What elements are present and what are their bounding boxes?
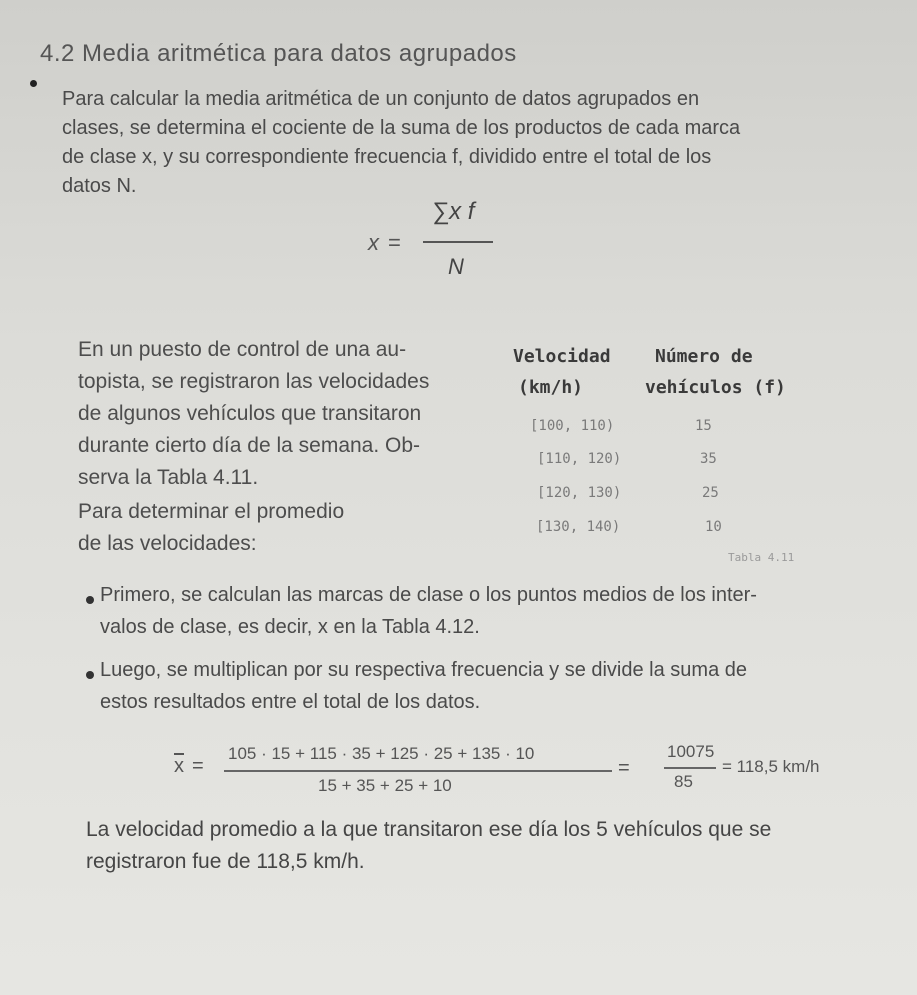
example-line-5: serva la Tabla 4.11. <box>78 466 259 489</box>
intro-line-2: clases, se determina el cociente de la suma de los productos de cada marca <box>62 117 741 139</box>
table-row-3-interval: [120, 130) <box>537 485 622 501</box>
intro-line-3: de clase x, y su correspondiente frecuencia f, dividido entre el total de los <box>62 146 712 168</box>
section-heading: 4.2 Media aritmética para datos agrupados <box>40 40 517 67</box>
calc-fraction-bar <box>224 770 612 772</box>
example-line-7: de las velocidades: <box>78 532 257 555</box>
calc-equals-2: = <box>618 757 630 779</box>
calc-frac2-denominator: 85 <box>674 772 693 791</box>
step-1-line-1: Primero, se calculan las marcas de clase o los puntos medios de los inter- <box>100 584 757 606</box>
calc-result: = 118,5 km/h <box>722 757 820 776</box>
formula-lhs: x <box>368 230 379 255</box>
example-line-1: En un puesto de control de una au- <box>78 338 407 361</box>
conclusion-line-2: registraron fue de 118,5 km/h. <box>86 850 365 873</box>
table-row-4-interval: [130, 140) <box>536 519 621 535</box>
step-2-line-1: Luego, se multiplican por su respectiva frecuencia y se divide la suma de <box>100 659 748 681</box>
table-row-1-interval: [100, 110) <box>530 418 615 434</box>
step-bullet-2 <box>86 671 94 679</box>
intro-line-1: Para calcular la media aritmética de un conjunto de datos agrupados en <box>62 88 700 110</box>
step-1-line-2: valos de clase, es decir, x en la Tabla 4.12. <box>100 616 480 638</box>
table-header-speed: Velocidad <box>513 346 611 367</box>
formula-denominator: N <box>448 254 464 279</box>
calc-frac2-bar <box>664 767 716 769</box>
example-line-6: Para determinar el promedio <box>78 500 345 523</box>
formula-fraction-bar <box>423 241 493 243</box>
table-row-1-freq: 15 <box>695 418 712 434</box>
step-bullet-1 <box>86 596 94 604</box>
calc-denominator: 15 + 35 + 25 + 10 <box>318 776 452 795</box>
calc-equals: = <box>192 755 204 777</box>
calc-numerator: 105 · 15 + 115 · 35 + 125 · 25 + 135 · 10 <box>228 744 535 763</box>
formula-numerator: ∑x f <box>432 198 475 225</box>
intro-line-4: datos N. <box>62 175 137 197</box>
table-header-speed-unit: (km/h) <box>518 377 584 398</box>
calc-frac2-numerator: 10075 <box>667 742 715 761</box>
table-row-3-freq: 25 <box>702 485 719 501</box>
table-row-4-freq: 10 <box>705 519 722 535</box>
calc-xbar: $\overline{x}$ <box>174 755 184 777</box>
table-header-count: Número de <box>655 346 753 367</box>
table-row-2-freq: 35 <box>700 451 717 467</box>
example-line-4: durante cierto día de la semana. Ob- <box>78 434 421 457</box>
margin-dot <box>30 80 37 87</box>
formula-equals: = <box>388 230 401 255</box>
table-header-count-2: vehículos (f) <box>645 377 786 398</box>
table-caption: Tabla 4.11 <box>728 551 795 564</box>
example-line-3: de algunos vehículos que transitaron <box>78 402 422 425</box>
step-2-line-2: estos resultados entre el total de los datos. <box>100 691 481 713</box>
example-line-2: topista, se registraron las velocidades <box>78 370 430 393</box>
table-row-2-interval: [110, 120) <box>537 451 622 467</box>
conclusion-line-1: La velocidad promedio a la que transitaron ese día los 5 vehículos que se <box>86 818 772 841</box>
